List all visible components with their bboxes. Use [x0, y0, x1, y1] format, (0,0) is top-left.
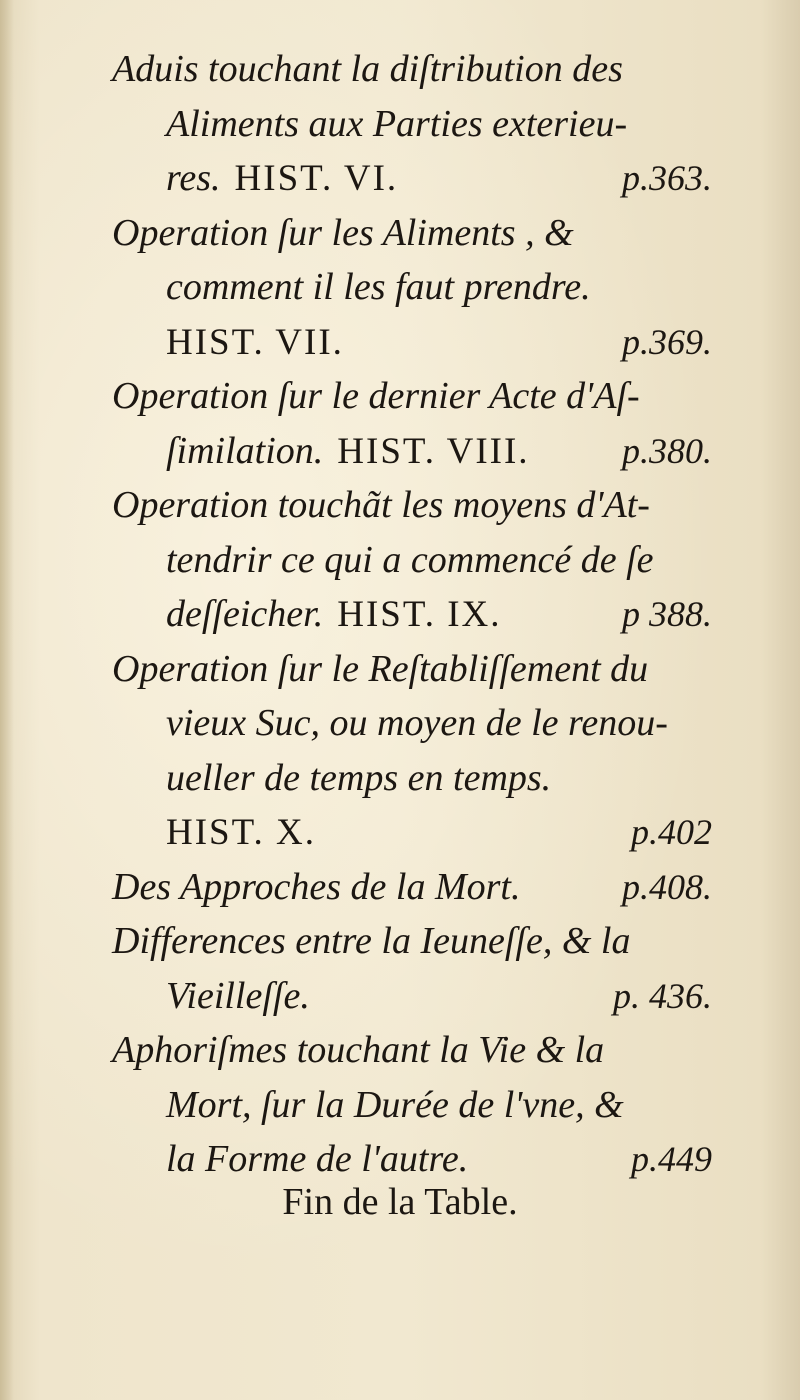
toc-entry [112, 1023, 712, 1187]
page-reference: p.449 [631, 1139, 712, 1179]
entry-text: la Forme de l'autre. [166, 1138, 469, 1180]
entry-text: ueller de temps en temps. [166, 756, 552, 799]
toc-line [112, 151, 712, 206]
entry-text: Mort, ſur la Durée de l'vne, & [166, 1083, 624, 1126]
toc-line [112, 805, 712, 860]
entry-text: Operation touchãt les moyens d'At- [112, 484, 650, 526]
entry-text: Differences entre la Ieuneſſe, & la [112, 920, 631, 962]
entry-text: deſſeicher. [166, 593, 324, 635]
page-reference: p. 436. [613, 975, 712, 1016]
toc-line [112, 696, 712, 751]
hist-number: HIST. VI. [234, 158, 399, 199]
toc-line [112, 260, 712, 315]
hist-number: HIST. VIII. [337, 430, 530, 472]
entry-text: comment il les faut prendre. [166, 266, 591, 308]
toc-line [112, 1078, 712, 1133]
toc-entry [112, 206, 712, 370]
toc-line [112, 642, 712, 697]
hist-number: HIST. IX. [337, 594, 502, 635]
toc-entry [112, 478, 712, 642]
entry-text: Aphoriſmes touchant la Vie & la [112, 1029, 605, 1071]
hist-number: HIST. VII. [166, 321, 344, 363]
toc-line [112, 751, 712, 806]
entry-text: Vieilleſſe. [166, 974, 310, 1017]
end-of-table: Fin de la Table. [282, 1181, 518, 1223]
page-reference: p.363. [622, 158, 712, 198]
entry-text: Aduis touchant la diſtribution des [112, 48, 623, 90]
toc-line [112, 914, 712, 969]
entry-text: Operation ſur le dernier Acte d'Aſ- [112, 375, 640, 417]
toc-line [112, 315, 712, 370]
toc-line [112, 1132, 712, 1187]
entry-text: Operation ſur les Aliments , & [112, 211, 574, 254]
hist-number: HIST. X. [166, 812, 316, 853]
toc-line [112, 478, 712, 533]
toc-line [112, 533, 712, 588]
toc-line [112, 206, 712, 261]
entry-text: Operation ſur le Reſtabliſſement du [112, 647, 649, 690]
page-reference: p 388. [622, 594, 712, 634]
toc-line [112, 97, 712, 152]
toc-line [112, 369, 712, 424]
page-reference: p.380. [622, 430, 712, 471]
toc-line [112, 1023, 712, 1078]
page-reference: p.408. [622, 866, 712, 907]
entry-text: ſimilation. [166, 429, 324, 472]
toc-line [112, 424, 712, 479]
entry-text: vieux Suc, ou moyen de le renou- [166, 702, 668, 744]
entry-text: Des Approches de la Mort. [112, 865, 521, 908]
entry-text: res. [166, 157, 221, 199]
table-of-contents [112, 42, 712, 1187]
page-reference: p.402 [631, 812, 712, 852]
entry-text: Aliments aux Parties exterieu- [166, 102, 628, 145]
toc-line [112, 587, 712, 642]
toc-entry [112, 642, 712, 860]
toc-entry [112, 42, 712, 206]
toc-entry [112, 860, 712, 915]
toc-entry [112, 369, 712, 478]
toc-entry [112, 914, 712, 1023]
entry-text: tendrir ce qui a commencé de ſe [166, 538, 654, 581]
toc-line [112, 42, 712, 97]
toc-line [112, 969, 712, 1024]
toc-line [112, 860, 712, 915]
page-reference: p.369. [622, 321, 712, 362]
